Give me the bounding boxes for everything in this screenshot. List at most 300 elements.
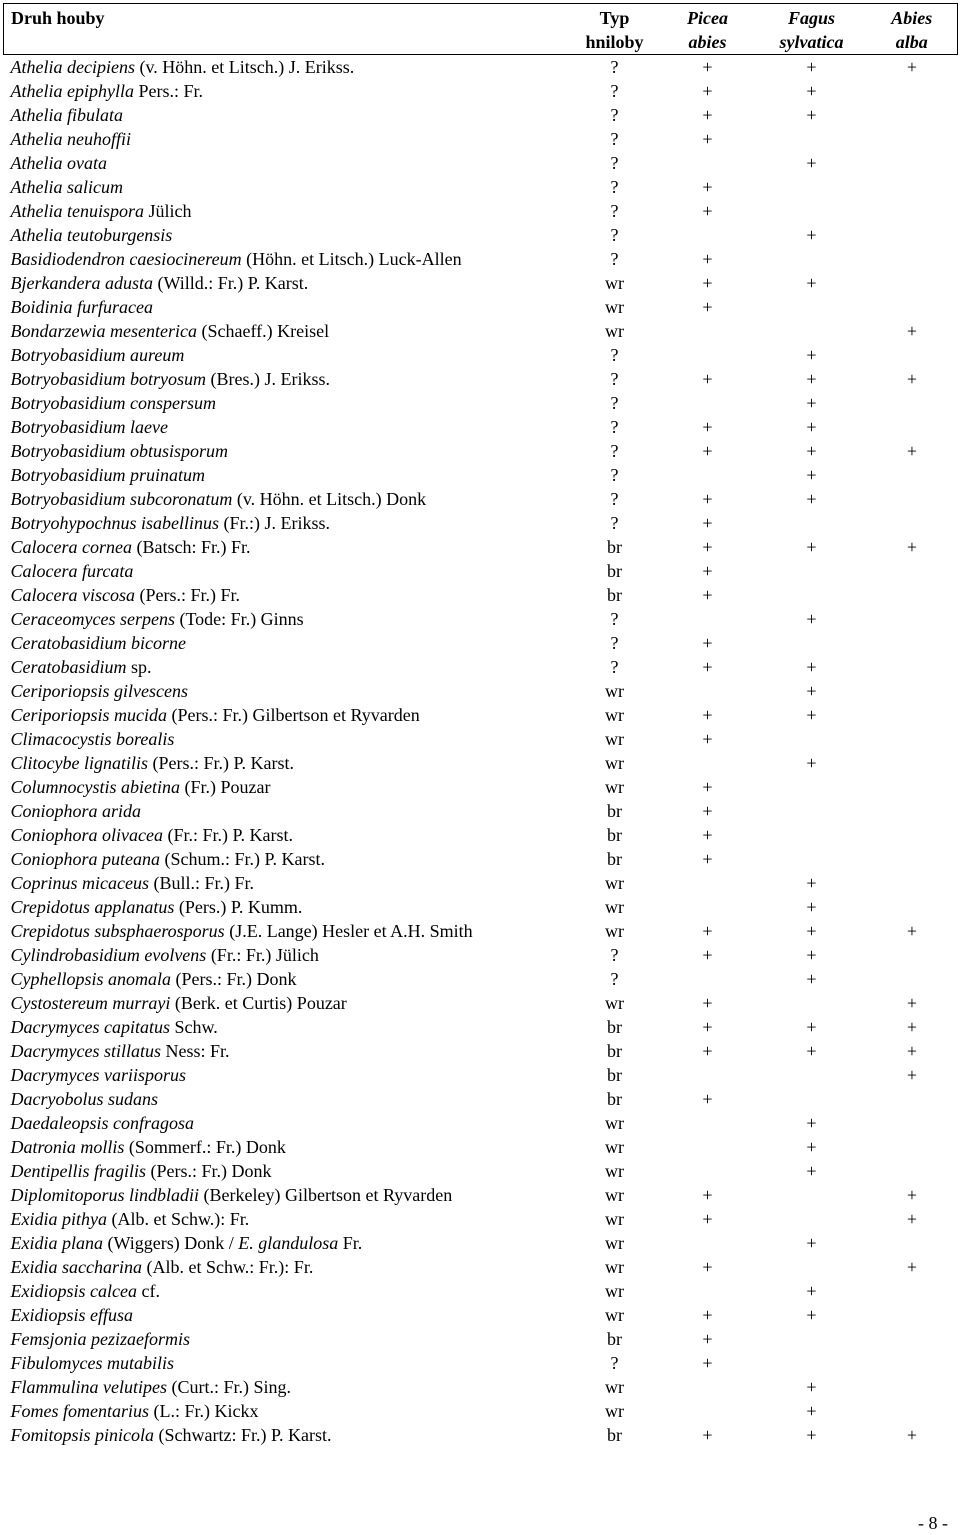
species-name: Coniophora puteana (10, 849, 161, 869)
rot-type-cell: wr (605, 273, 624, 293)
species-cell (4, 871, 571, 895)
table-row (4, 1135, 958, 1159)
species-cell (4, 1351, 571, 1375)
species-cell (4, 487, 571, 511)
species-cell (4, 1015, 571, 1039)
species-author: (Pers.) P. Kumm. (178, 897, 303, 917)
abies-alba-cell (867, 199, 958, 223)
picea-abies-cell: + (702, 729, 713, 749)
species-name: Dentipellis fragilis (10, 1161, 147, 1181)
picea-abies-cell: + (702, 945, 713, 965)
species-cell (4, 463, 571, 487)
table-row (4, 127, 958, 151)
fagus-sylvatica-cell: + (806, 753, 817, 773)
rot-type-cell: ? (610, 969, 619, 989)
table-row (4, 1111, 958, 1135)
rot-type-cell: ? (610, 345, 619, 365)
species-name: Athelia teutoburgensis (10, 225, 173, 245)
picea-abies-cell: + (702, 249, 713, 269)
rot-type-cell: wr (605, 1377, 624, 1397)
fagus-sylvatica-cell: + (806, 921, 817, 941)
table-row (4, 367, 958, 391)
table-row (4, 823, 958, 847)
picea-abies-cell (659, 391, 757, 415)
species-author: (v. Höhn. et Litsch.) Donk (236, 489, 427, 509)
table-row (4, 343, 958, 367)
table-row (4, 535, 958, 559)
species-cell (4, 415, 571, 439)
species-cell (4, 1327, 571, 1351)
table-row (4, 967, 958, 991)
species-cell (4, 391, 571, 415)
picea-abies-cell: + (702, 129, 713, 149)
species-cell (4, 1087, 571, 1111)
picea-abies-cell: + (702, 297, 713, 317)
fagus-sylvatica-cell (757, 991, 867, 1015)
abies-alba-cell: + (906, 1209, 918, 1229)
fagus-sylvatica-cell: + (806, 873, 817, 893)
rot-type-cell: wr (605, 1281, 624, 1301)
species-name: Cylindrobasidium evolvens (10, 945, 207, 965)
column-header-picea-abies (659, 4, 757, 55)
species-name: Cyphellopsis anomala (10, 969, 171, 989)
species-cell (4, 727, 571, 751)
species-name: Clitocybe lignatilis (10, 753, 148, 773)
abies-alba-cell: + (906, 921, 918, 941)
species-cell (4, 175, 571, 199)
rot-type-cell: br (607, 1089, 622, 1109)
column-header-species (4, 4, 571, 55)
fagus-sylvatica-cell: + (806, 225, 817, 245)
picea-abies-cell: + (702, 57, 713, 77)
abies-alba-cell (867, 391, 958, 415)
abies-alba-cell (867, 487, 958, 511)
rot-type-cell: wr (605, 1209, 624, 1229)
picea-abies-cell: + (702, 417, 713, 437)
species-author: Ness: Fr. (165, 1041, 230, 1061)
picea-abies-cell: + (702, 105, 713, 125)
abies-alba-cell (867, 1159, 958, 1183)
species-cell (4, 655, 571, 679)
species-author: (Pers.: Fr.) P. Karst. (152, 753, 295, 773)
rot-type-cell: ? (610, 249, 619, 269)
species-cell (4, 703, 571, 727)
rot-type-cell: ? (610, 609, 619, 629)
fagus-sylvatica-cell (757, 1351, 867, 1375)
species-cell (4, 295, 571, 319)
column-header-fagus-sylvatica (757, 4, 867, 55)
rot-type-cell: wr (605, 1185, 624, 1205)
species-name: Botryobasidium obtusisporum (10, 441, 229, 461)
species-name: Ceratobasidium (10, 657, 127, 677)
species-author: (Tode: Fr.) Ginns (179, 609, 304, 629)
species-name: Dacryobolus sudans (10, 1089, 158, 1109)
rot-type-cell: ? (610, 81, 619, 101)
species-cell (4, 991, 571, 1015)
fagus-sylvatica-cell: + (806, 1281, 817, 1301)
abies-alba-cell (867, 247, 958, 271)
synonym-name: E. glandulosa (238, 1233, 339, 1253)
rot-type-cell: br (607, 561, 622, 581)
fagus-sylvatica-cell: + (806, 57, 817, 77)
rot-type-cell: ? (610, 657, 619, 677)
species-cell (4, 439, 571, 463)
species-name: Bjerkandera adusta (10, 273, 153, 293)
species-name: Dacrymyces capitatus (10, 1017, 170, 1037)
species-cell (4, 607, 571, 631)
column-header-rot-type (571, 4, 659, 55)
picea-abies-cell (659, 1231, 757, 1255)
fagus-sylvatica-cell (757, 1327, 867, 1351)
rot-type-cell: ? (610, 417, 619, 437)
rot-type-cell: br (607, 1425, 622, 1445)
species-cell (4, 79, 571, 103)
species-name: Exidia plana (10, 1233, 103, 1253)
table-row (4, 991, 958, 1015)
fagus-sylvatica-cell (757, 1087, 867, 1111)
table-row (4, 103, 958, 127)
abies-alba-cell (867, 511, 958, 535)
species-cell (4, 1207, 571, 1231)
species-cell (4, 1303, 571, 1327)
rot-type-cell: wr (605, 297, 624, 317)
abies-alba-cell (867, 1231, 958, 1255)
table-row (4, 55, 958, 80)
table-row (4, 415, 958, 439)
table-row (4, 1015, 958, 1039)
rot-type-cell: ? (610, 489, 619, 509)
abies-alba-cell (867, 103, 958, 127)
rot-type-cell: br (607, 1041, 622, 1061)
table-row (4, 79, 958, 103)
species-author: Jülich (148, 201, 192, 221)
fagus-sylvatica-cell: + (806, 897, 817, 917)
fagus-sylvatica-cell: + (806, 1305, 817, 1325)
species-name: Athelia epiphylla (10, 81, 134, 101)
table-row (4, 679, 958, 703)
abies-alba-cell (867, 271, 958, 295)
abies-alba-cell (867, 775, 958, 799)
picea-abies-cell: + (702, 489, 713, 509)
table-row (4, 1207, 958, 1231)
species-name: Dacrymyces variisporus (10, 1065, 186, 1085)
abies-alba-cell (867, 583, 958, 607)
rot-type-cell: br (607, 825, 622, 845)
abies-alba-cell: + (906, 321, 918, 341)
rot-type-cell: ? (610, 513, 619, 533)
table-row (4, 1303, 958, 1327)
abies-alba-cell (867, 655, 958, 679)
species-cell (4, 895, 571, 919)
abies-alba-cell (867, 631, 958, 655)
abies-alba-cell (867, 1375, 958, 1399)
rot-type-cell: br (607, 1329, 622, 1349)
picea-abies-cell: + (702, 1089, 713, 1109)
species-name: Dacrymyces stillatus (10, 1041, 161, 1061)
species-cell (4, 199, 571, 223)
table-row (4, 1087, 958, 1111)
rot-type-cell: br (607, 1065, 622, 1085)
fagus-sylvatica-cell (757, 295, 867, 319)
species-author: (Wiggers) Donk / (107, 1233, 234, 1253)
abies-alba-cell (867, 79, 958, 103)
species-author: (Bull.: Fr.) Fr. (153, 873, 255, 893)
abies-alba-cell (867, 223, 958, 247)
picea-abies-cell: + (702, 1209, 713, 1229)
species-name: Fomes fomentarius (10, 1401, 149, 1421)
picea-abies-cell (659, 151, 757, 175)
abies-alba-cell (867, 799, 958, 823)
rot-type-cell: wr (605, 921, 624, 941)
table-row (4, 1255, 958, 1279)
abies-alba-cell (867, 175, 958, 199)
species-cell (4, 271, 571, 295)
species-name: Botryobasidium botryosum (10, 369, 206, 389)
abies-alba-cell: + (906, 441, 918, 461)
fagus-sylvatica-cell: + (806, 1113, 817, 1133)
species-name: Calocera furcata (10, 561, 134, 581)
table-row (4, 1063, 958, 1087)
rot-type-cell: ? (610, 225, 619, 245)
table-row (4, 1375, 958, 1399)
species-author: (Bres.) J. Erikss. (210, 369, 330, 389)
fagus-sylvatica-cell: + (806, 273, 817, 293)
fagus-sylvatica-cell (757, 559, 867, 583)
picea-abies-cell: + (702, 1185, 713, 1205)
column-header-fagus-line2: sylvatica (779, 32, 844, 52)
species-name: Coniophora arida (10, 801, 142, 821)
picea-abies-cell (659, 679, 757, 703)
species-name: Exidia saccharina (10, 1257, 142, 1277)
fagus-sylvatica-cell (757, 199, 867, 223)
fagus-sylvatica-cell: + (806, 81, 817, 101)
abies-alba-cell (867, 751, 958, 775)
species-name: Daedaleopsis confragosa (10, 1113, 194, 1133)
fagus-sylvatica-cell: + (806, 609, 817, 629)
fagus-sylvatica-cell: + (806, 1377, 817, 1397)
species-cell (4, 343, 571, 367)
rot-type-cell: ? (610, 177, 619, 197)
table-row (4, 559, 958, 583)
species-name: Femsjonia pezizaeformis (10, 1329, 190, 1349)
species-cell (4, 967, 571, 991)
species-author: (Batsch: Fr.) Fr. (136, 537, 251, 557)
species-author: sp. (131, 657, 152, 677)
picea-abies-cell: + (702, 513, 713, 533)
fagus-sylvatica-cell (757, 1183, 867, 1207)
picea-abies-cell: + (702, 801, 713, 821)
fagus-sylvatica-cell (757, 127, 867, 151)
column-header-picea-line1: Picea (687, 8, 728, 28)
page-number: - 8 - (918, 1513, 948, 1533)
table-row (4, 1279, 958, 1303)
species-name: Cystostereum murrayi (10, 993, 171, 1013)
fagus-sylvatica-cell: + (806, 945, 817, 965)
picea-abies-cell (659, 1159, 757, 1183)
abies-alba-cell: + (906, 1257, 918, 1277)
species-cell (4, 127, 571, 151)
picea-abies-cell: + (702, 849, 713, 869)
table-row (4, 895, 958, 919)
fagus-sylvatica-cell: + (806, 417, 817, 437)
table-row (4, 391, 958, 415)
table-row (4, 775, 958, 799)
species-name: Fomitopsis pinicola (10, 1425, 154, 1445)
rot-type-cell: wr (605, 897, 624, 917)
table-row (4, 439, 958, 463)
abies-alba-cell: + (906, 57, 918, 77)
table-row (4, 1159, 958, 1183)
fagus-sylvatica-cell: + (806, 657, 817, 677)
rot-type-cell: wr (605, 1113, 624, 1133)
rot-type-cell: ? (610, 129, 619, 149)
abies-alba-cell: + (906, 993, 918, 1013)
species-cell (4, 1135, 571, 1159)
species-cell (4, 751, 571, 775)
abies-alba-cell: + (906, 537, 918, 557)
species-name: Exidiopsis calcea (10, 1281, 137, 1301)
picea-abies-cell: + (702, 369, 713, 389)
species-name: Botryohypochnus isabellinus (10, 513, 219, 533)
species-author: (Pers.: Fr.) Gilbertson et Ryvarden (171, 705, 420, 725)
rot-type-cell: wr (605, 705, 624, 725)
rot-type-cell: wr (605, 321, 624, 341)
rot-type-cell: wr (605, 1305, 624, 1325)
species-cell (4, 847, 571, 871)
column-header-fagus-line1: Fagus (787, 8, 836, 28)
species-cell (4, 1231, 571, 1255)
rot-type-cell: br (607, 537, 622, 557)
species-cell (4, 319, 571, 343)
abies-alba-cell (867, 1111, 958, 1135)
abies-alba-cell: + (906, 1065, 918, 1085)
species-author: (Willd.: Fr.) P. Karst. (157, 273, 309, 293)
species-author: (Schaeff.) Kreisel (201, 321, 330, 341)
species-author: Schw. (174, 1017, 218, 1037)
abies-alba-cell (867, 127, 958, 151)
table-body (4, 55, 958, 1448)
rot-type-cell: ? (610, 57, 619, 77)
picea-abies-cell (659, 1375, 757, 1399)
table-row (4, 319, 958, 343)
rot-type-cell: wr (605, 729, 624, 749)
picea-abies-cell: + (702, 537, 713, 557)
picea-abies-cell: + (702, 705, 713, 725)
species-name: Athelia decipiens (10, 57, 135, 77)
fagus-sylvatica-cell (757, 247, 867, 271)
species-cell (4, 1063, 571, 1087)
picea-abies-cell: + (702, 441, 713, 461)
species-cell (4, 535, 571, 559)
fagus-sylvatica-cell (757, 775, 867, 799)
abies-alba-cell (867, 463, 958, 487)
picea-abies-cell: + (702, 177, 713, 197)
picea-abies-cell (659, 607, 757, 631)
rot-type-cell: ? (610, 369, 619, 389)
species-author: (Pers.: Fr.) Donk (175, 969, 297, 989)
rot-type-cell: ? (610, 153, 619, 173)
species-name: Diplomitoporus lindbladii (10, 1185, 200, 1205)
fagus-sylvatica-cell: + (806, 1017, 817, 1037)
species-cell (4, 679, 571, 703)
species-name: Calocera cornea (10, 537, 132, 557)
abies-alba-cell (867, 679, 958, 703)
rot-type-cell: ? (610, 105, 619, 125)
fagus-sylvatica-cell (757, 511, 867, 535)
species-author: (Fr.: Fr.) Jülich (210, 945, 319, 965)
table-row (4, 271, 958, 295)
abies-alba-cell (867, 703, 958, 727)
species-name: Botryobasidium subcoronatum (10, 489, 233, 509)
species-name: Exidiopsis effusa (10, 1305, 133, 1325)
rot-type-cell: br (607, 849, 622, 869)
species-table (3, 3, 958, 1447)
species-name: Crepidotus applanatus (10, 897, 175, 917)
rot-type-cell: wr (605, 1401, 624, 1421)
column-header-abies-line2: alba (895, 32, 928, 52)
picea-abies-cell (659, 343, 757, 367)
abies-alba-cell: + (906, 1185, 918, 1205)
species-name: Boidinia furfuracea (10, 297, 153, 317)
species-author: (Berkeley) Gilbertson et Ryvarden (203, 1185, 453, 1205)
fagus-sylvatica-cell (757, 727, 867, 751)
species-name: Coprinus micaceus (10, 873, 149, 893)
abies-alba-cell (867, 943, 958, 967)
species-name: Datronia mollis (10, 1137, 125, 1157)
species-name: Ceriporiopsis mucida (10, 705, 168, 725)
rot-type-cell: wr (605, 1137, 624, 1157)
picea-abies-cell (659, 871, 757, 895)
fagus-sylvatica-cell (757, 631, 867, 655)
fagus-sylvatica-cell: + (806, 705, 817, 725)
species-name: Botryobasidium laeve (10, 417, 168, 437)
table-row (4, 1327, 958, 1351)
picea-abies-cell: + (702, 825, 713, 845)
species-name: Basidiodendron caesiocinereum (10, 249, 242, 269)
picea-abies-cell (659, 967, 757, 991)
abies-alba-cell (867, 1087, 958, 1111)
rot-type-cell: ? (610, 441, 619, 461)
species-author: cf. (141, 1281, 160, 1301)
fagus-sylvatica-cell: + (806, 969, 817, 989)
fagus-sylvatica-cell: + (806, 1137, 817, 1157)
picea-abies-cell (659, 223, 757, 247)
species-name: Botryobasidium aureum (10, 345, 185, 365)
species-cell (4, 55, 571, 80)
rot-type-cell: ? (610, 201, 619, 221)
species-cell (4, 583, 571, 607)
rot-type-cell: br (607, 801, 622, 821)
rot-type-cell: wr (605, 873, 624, 893)
species-name: Athelia tenuispora (10, 201, 144, 221)
rot-type-cell: ? (610, 1353, 619, 1373)
fagus-sylvatica-cell: + (806, 1233, 817, 1253)
column-header-abies-line1: Abies (891, 8, 933, 28)
fagus-sylvatica-cell: + (806, 1401, 817, 1421)
picea-abies-cell (659, 1399, 757, 1423)
species-author: (v. Höhn. et Litsch.) J. Erikss. (139, 57, 355, 77)
species-cell (4, 1375, 571, 1399)
rot-type-cell: br (607, 585, 622, 605)
picea-abies-cell: + (702, 1353, 713, 1373)
table-row (4, 727, 958, 751)
species-cell (4, 799, 571, 823)
abies-alba-cell (867, 1399, 958, 1423)
column-header-picea-line2: abies (688, 32, 727, 52)
fagus-sylvatica-cell: + (806, 537, 817, 557)
species-author: (Fr.: Fr.) P. Karst. (167, 825, 294, 845)
picea-abies-cell: + (702, 777, 713, 797)
